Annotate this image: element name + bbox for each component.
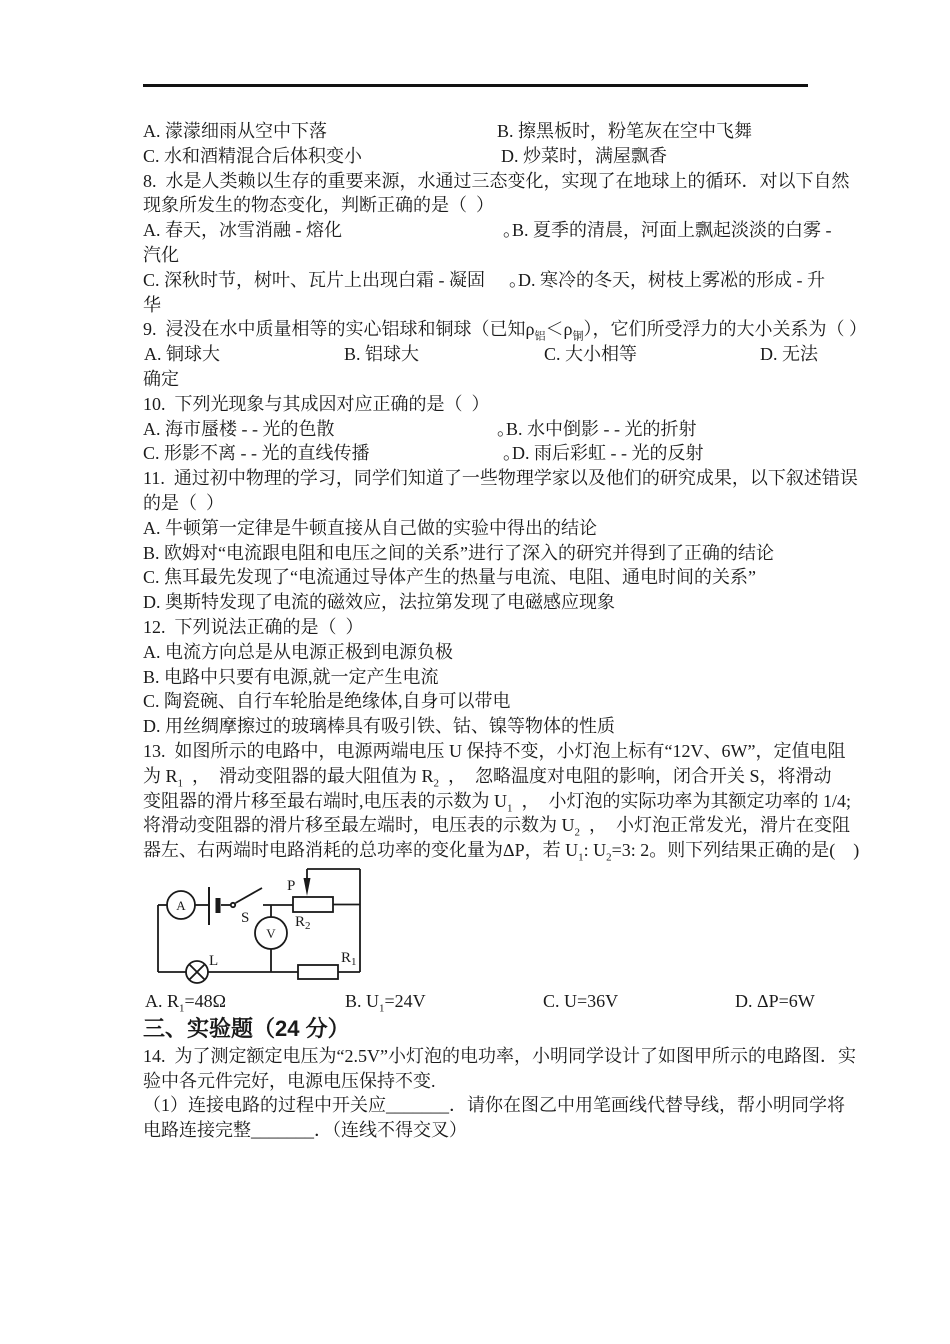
circuit-svg <box>145 863 375 991</box>
question-stem: 验中各元件完好，电源电压保持不变. <box>143 1070 436 1091</box>
option-a: A. 海市蜃楼 - - 光的色散 <box>143 418 335 439</box>
question-stem: 现象所发生的物态变化，判断正确的是（ ） <box>143 195 494 216</box>
question-stem: 12. 下列说法正确的是（ ） <box>143 616 364 637</box>
voltmeter-label: V <box>266 925 276 941</box>
question-stem: 9. 浸没在水中质量相等的实心铝球和铜球（已知$\rho_铝<\rho_铜$），它们所受浮力的大小关系为（ ） <box>143 319 867 343</box>
switch-blade-icon <box>236 888 263 903</box>
resistor-label: $R_1$ <box>341 949 357 968</box>
exam-content <box>143 119 867 1143</box>
slider-arrow-icon <box>304 878 311 896</box>
option-b: B. $U_1=24V$ <box>345 990 426 1015</box>
question-stem: 为 $R_1$ ， 滑动变阻器的最大阻值为 $R_2$ ， 忽略温度对电阻的影响，闭合开关 S，将滑动 <box>143 765 832 790</box>
option-line: D. 用丝绸摩擦过的玻璃棒具有吸引铁、钴、镍等物体的性质 <box>143 716 615 737</box>
question-stem: 的是（ ） <box>143 492 224 513</box>
option-d: ｡D. 寒冷的冬天，树枝上雾凇的形成 - 升 <box>509 269 825 290</box>
rheostat-label: $R_2$ <box>295 913 311 932</box>
option-c: C. 水和酒精混合后体积变小 <box>143 145 363 166</box>
question-stem: 电路连接完整_______．（连线不得交叉） <box>143 1120 467 1141</box>
option-row <box>143 119 833 144</box>
resistor-r1-icon <box>298 965 338 979</box>
question-stem: 变阻器的滑片移至最右端时,电压表的示数为 $U_1$ ， 小灯泡的实际功率为其额定功率的 1/4; <box>143 790 852 815</box>
question-stem: 11. 通过初中物理的学习，同学们知道了一些物理学家以及他们的研究成果，以下叙述错误 <box>143 468 858 489</box>
option-line: C. 陶瓷碗、自行车轮胎是绝缘体,自身可以带电 <box>143 691 511 712</box>
option-b: B. 铝球大 <box>344 344 420 365</box>
option-row <box>143 144 833 169</box>
option-d: D. 无法 <box>760 344 818 365</box>
question-stem: 10. 下列光现象与其成因对应正确的是（ ） <box>143 393 490 414</box>
question-stem: （1）连接电路的过程中开关应_______．请你在图乙中用笔画线代替导线，帮小明同学将 <box>143 1095 845 1116</box>
option-row <box>143 989 833 1014</box>
question-stem: 将滑动变阻器的滑片移至最左端时，电压表的示数为 $U_2$ ， 小灯泡正常发光，滑片在变阻 <box>143 815 850 839</box>
option-line: A. 牛顿第一定律是牛顿直接从自己做的实验中得出的结论 <box>143 517 597 538</box>
option-d: ｡D. 雨后彩虹 - - 光的反射 <box>503 443 704 464</box>
option-a: A. 濛濛细雨从空中下落 <box>143 121 327 141</box>
option-a: A. $R_1=48\Omega$ <box>145 990 227 1015</box>
option-c: C. 大小相等 <box>544 344 638 365</box>
option-line: A. 电流方向总是从电源正极到电源负极 <box>143 641 453 662</box>
option-a: A. 春天，冰雪消融 - 熔化 <box>143 220 342 241</box>
option-d: D. ΔP=6W <box>735 990 815 1011</box>
circuit-diagram <box>143 863 833 989</box>
option-row <box>143 218 833 243</box>
option-line: B. 欧姆对“电流跟电阻和电压之间的关系”进行了深入的研究并得到了正确的结论 <box>143 542 774 563</box>
header-rule <box>143 84 808 87</box>
option-line: B. 电路中只要有电源,就一定产生电流 <box>143 666 439 687</box>
option-line: D. 奥斯特发现了电流的磁效应，法拉第发现了电磁感应现象 <box>143 592 615 613</box>
question-stem: 8. 水是人类赖以生存的重要来源，水通过三态变化，实现了在地球上的循环．对以下自然 <box>143 170 850 191</box>
rheostat-icon <box>293 897 333 912</box>
text-line: 汽化 <box>143 244 179 265</box>
option-row <box>143 268 833 293</box>
option-c: C. U=36V <box>543 990 619 1011</box>
question-stem: 14. 为了测定额定电压为“2.5V”小灯泡的电功率，小明同学设计了如图甲所示的电路图．实 <box>143 1045 856 1066</box>
option-c: C. 深秋时节，树叶、瓦片上出现白霜 - 凝固 <box>143 269 485 290</box>
option-c: C. 形影不离 - - 光的直线传播 <box>143 443 370 464</box>
lamp-cross-icon <box>189 964 205 980</box>
option-row <box>143 342 833 367</box>
section-heading: 三、实验题（24 分） <box>143 1015 350 1041</box>
switch-label: S <box>241 909 250 926</box>
question-stem: 13. 如图所示的电路中，电源两端电压 U 保持不变，小灯泡上标有“12V、6W”，定值电阻 <box>143 740 846 761</box>
question-stem: 器左、右两端时电路消耗的总功率的变化量为ΔP，若 $U_1$: $U_2=3$: 2。则下列结果正确的是( ) <box>143 840 860 864</box>
option-b: ｡B. 水中倒影 - - 光的折射 <box>497 418 697 439</box>
ammeter-label: A <box>176 897 186 913</box>
option-b: B. 擦黑板时，粉笔灰在空中飞舞 <box>497 121 753 141</box>
option-a: A. 铜球大 <box>144 344 220 365</box>
option-line: C. 焦耳最先发现了“电流通过导体产生的热量与电流、电阻、通电时间的关系” <box>143 567 756 588</box>
slider-label: P <box>287 877 296 894</box>
option-row <box>143 441 833 466</box>
option-row <box>143 417 833 442</box>
option-b: ｡B. 夏季的清晨，河面上飘起淡淡的白雾 - <box>503 220 832 241</box>
lamp-label: L <box>209 952 219 969</box>
switch-pivot-icon <box>231 903 235 907</box>
text-line: 确定 <box>143 368 179 389</box>
option-d: D. 炒菜时，满屋飘香 <box>501 145 667 166</box>
text-line: 华 <box>143 294 161 315</box>
